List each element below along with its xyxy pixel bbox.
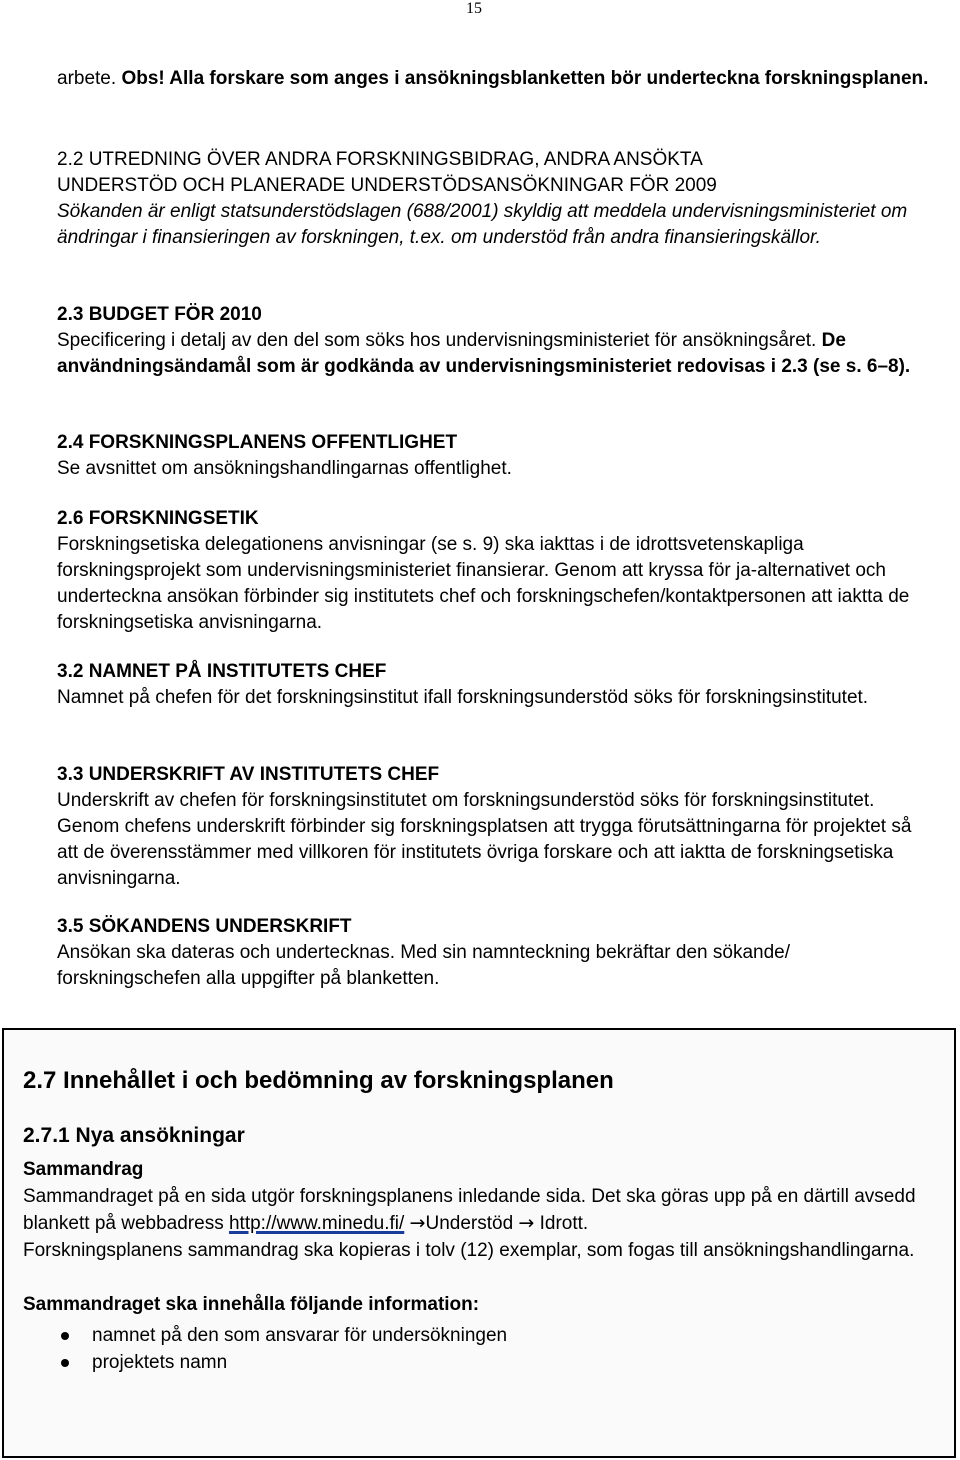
framed-box — [2, 1028, 956, 1458]
intro-text: arbete. — [57, 68, 122, 89]
page-number: 15 — [466, 0, 482, 17]
box-subheading: 2.7.1 Nya ansökningar — [23, 1124, 245, 1147]
section-body: Specificering i detalj av den del som söks hos undervisningsministeriet för ansökningsåret. — [57, 330, 822, 351]
section-body: Forskningsetiska delegationens anvisningar (se s. 9) ska iakttas i de idrottsvetenskapliga forskningsprojekt som undervisningsministeriet finansierar. Genom att kryssa för ja-alternativet och underteckna ansökan förbinder sig institutets chef och forskningschefen/kontaktpersonen att iaktta de forskningsetiska anvisningarna. — [57, 534, 910, 633]
list-item-text: projektets namn — [92, 1352, 228, 1373]
paragraph-text: Sammandraget på en sida utgör forskningsplanens inledande sida. Det ska göras upp på en därtill avsedd blankett på webbadress — [23, 1186, 916, 1234]
section-heading: 3.2 NAMNET PÅ INSTITUTETS CHEF — [57, 661, 387, 682]
section-body: Ansökan ska dateras och undertecknas. Med sin namnteckning bekräftar den sökande/ forskningschefen alla uppgifter på blanketten. — [57, 942, 790, 989]
section-heading: UNDERSTÖD OCH PLANERADE UNDERSTÖDSANSÖKNINGAR FÖR 2009 — [57, 175, 717, 196]
arrow-right-icon: → — [518, 1212, 535, 1234]
crumb-idrott: Idrott. — [539, 1213, 589, 1234]
section-body: Namnet på chefen för det forskningsinstitut ifall forskningsunderstöd söks för forskningsinstitutet. — [57, 687, 869, 708]
section-heading: 2.2 UTREDNING ÖVER ANDRA FORSKNINGSBIDRAG, ANDRA ANSÖKTA — [57, 149, 703, 170]
info-label: Sammandraget ska innehålla följande information: — [23, 1294, 480, 1315]
section-heading: 2.4 FORSKNINGSPLANENS OFFENTLIGHET — [57, 432, 458, 453]
box-heading: 2.7 Innehållet i och bedömning av forskningsplanen — [23, 1067, 614, 1094]
bullet-icon — [61, 1359, 69, 1367]
section-body-bold: De användningsändamål som är godkända av undervisningsministeriet redovisas i 2.3 (se s. 6–8). — [57, 330, 911, 377]
sammandrag-label: Sammandrag — [23, 1159, 144, 1180]
section-heading: 3.5 SÖKANDENS UNDERSKRIFT — [57, 916, 352, 937]
list-item — [23, 1349, 943, 1376]
section-3-3 — [57, 762, 937, 892]
section-3-2 — [57, 659, 937, 711]
sammandrag-paragraph — [23, 1183, 943, 1237]
section-2-4 — [57, 430, 937, 482]
section-heading: 2.6 FORSKNINGSETIK — [57, 508, 259, 529]
section-2-2 — [57, 147, 937, 251]
section-heading: 3.3 UNDERSKRIFT AV INSTITUTETS CHEF — [57, 764, 440, 785]
section-body: Sökanden är enligt statsunderstödslagen (688/2001) skyldig att meddela undervisningsministeriet om ändringar i finansieringen av forskningen, t.ex. om understöd från andra finansieringskällor. — [57, 201, 908, 248]
info-list — [23, 1322, 943, 1376]
minedu-link[interactable]: http://www.minedu.fi/ — [228, 1213, 405, 1234]
section-2-6 — [57, 506, 937, 636]
framed-box-content — [23, 1066, 943, 1376]
arrow-right-icon: → — [409, 1212, 426, 1234]
section-heading: 2.3 BUDGET FÖR 2010 — [57, 304, 262, 325]
intro-section — [57, 66, 937, 92]
section-2-3 — [57, 302, 937, 380]
bullet-icon — [61, 1332, 69, 1340]
crumb-understod: Understöd — [425, 1213, 519, 1234]
list-item-text: namnet på den som ansvarar för undersökningen — [92, 1325, 508, 1346]
intro-notice: Obs! Alla forskare som anges i ansökningsblanketten bör underteckna forskningsplanen. — [121, 68, 929, 89]
list-item — [23, 1322, 943, 1349]
copies-paragraph: Forskningsplanens sammandrag ska kopieras i tolv (12) exemplar, som fogas till ansökningshandlingarna. — [23, 1240, 915, 1261]
section-3-5 — [57, 914, 937, 992]
section-body: Se avsnittet om ansökningshandlingarnas offentlighet. — [57, 458, 512, 479]
section-body: Underskrift av chefen för forskningsinstitutet om forskningsunderstöd söks för forskningsinstitutet. Genom chefens underskrift förbinder sig forskningsplatsen att trygga förutsättningarna för projektet så att de överensstämmer med villkoren för institutets övriga forskare och att iaktta de forskningsetiska anvisningarna. — [57, 790, 912, 889]
